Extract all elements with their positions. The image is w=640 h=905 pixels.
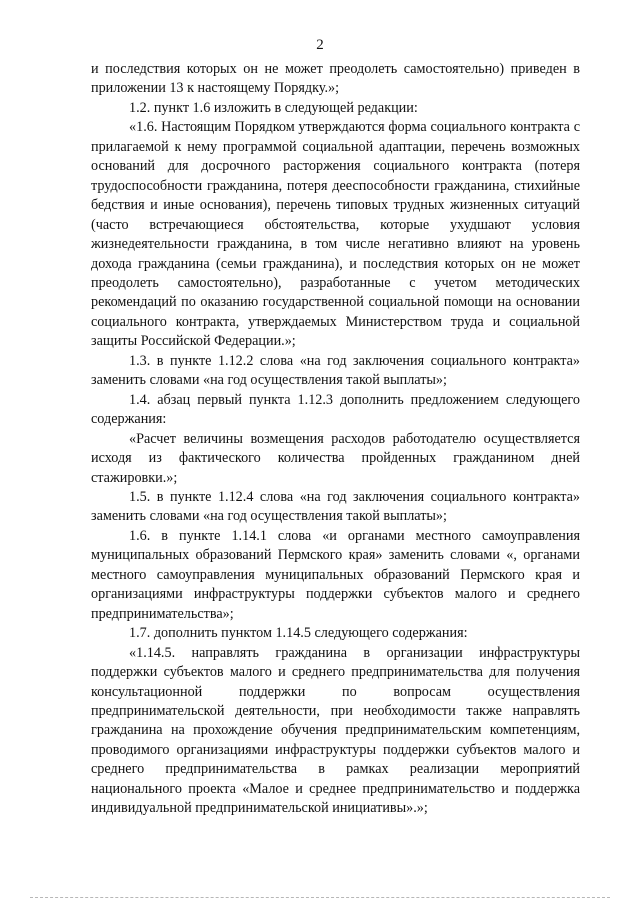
paragraph: «Расчет величины возмещения расходов работодателю осуществляется исходя из фактического количества пройденных гражданином дней стажировки.»; [91,430,580,486]
scan-edge-line [30,897,610,898]
document-body [91,60,580,819]
page-number: 2 [316,37,324,53]
paragraph: «1.14.5. направлять гражданина в организации инфраструктуры поддержки субъектов малого и среднего предпринимательства для получения консультационной поддержки по вопросам осуществления предпринимательской деятельности, при необходимости также направлять гражданина на прохождение обучения предпринимательским компетенциям, проводимого организациями инфраструктуры поддержки субъектов малого и среднего предпринимательства в рамках реализации мероприятий национального проекта «Малое и среднее предпринимательство и поддержка индивидуальной предпринимательской инициативы».»; [91,644,580,817]
paragraph: и последствия которых он не может преодолеть самостоятельно) приведен в приложении 13 к настоящему Порядку.»; [91,61,580,97]
paragraph: 1.4. абзац первый пункта 1.12.3 дополнить предложением следующего содержания: [91,391,580,428]
paragraph: 1.6. в пункте 1.14.1 слова «и органами местного самоуправления муниципальных образований Пермского края» заменить словами «, органами местного самоуправления муниципальных образований Пермского края и организациями инфраструктуры поддержки субъектов малого и среднего предпринимательства»; [91,527,580,622]
paragraph: 1.5. в пункте 1.12.4 слова «на год заключения социального контракта» заменить словами «на год осуществления такой выплаты»; [91,488,580,525]
paragraph: 1.3. в пункте 1.12.2 слова «на год заключения социального контракта» заменить словами «на год осуществления такой выплаты»; [91,352,580,389]
paragraph: 1.7. дополнить пунктом 1.14.5 следующего содержания: [129,625,468,642]
paragraph: «1.6. Настоящим Порядком утверждаются форма социального контракта с прилагаемой к нему программой социальной адаптации, перечень возможных оснований для досрочного расторжения социального контракта (потеря трудоспособности гражданина, потеря дееспособности гражданина, стихийные бедствия и иные основания), перечень типовых трудных жизненных ситуаций (часто встречающиеся обстоятельства, которые ухудшают условия жизнедеятельности гражданина, в том числе негативно влияют на уровень дохода гражданина (семьи гражданина), и последствия которых он не может преодолеть самостоятельно), разработанные с учетом методических рекомендаций по оказанию государственной социальной помощи на основании социального контракта, утверждаемых Министерством труда и социальной защиты Российской Федерации.»; [91,119,580,350]
paragraph: 1.2. пункт 1.6 изложить в следующей редакции: [129,99,418,116]
